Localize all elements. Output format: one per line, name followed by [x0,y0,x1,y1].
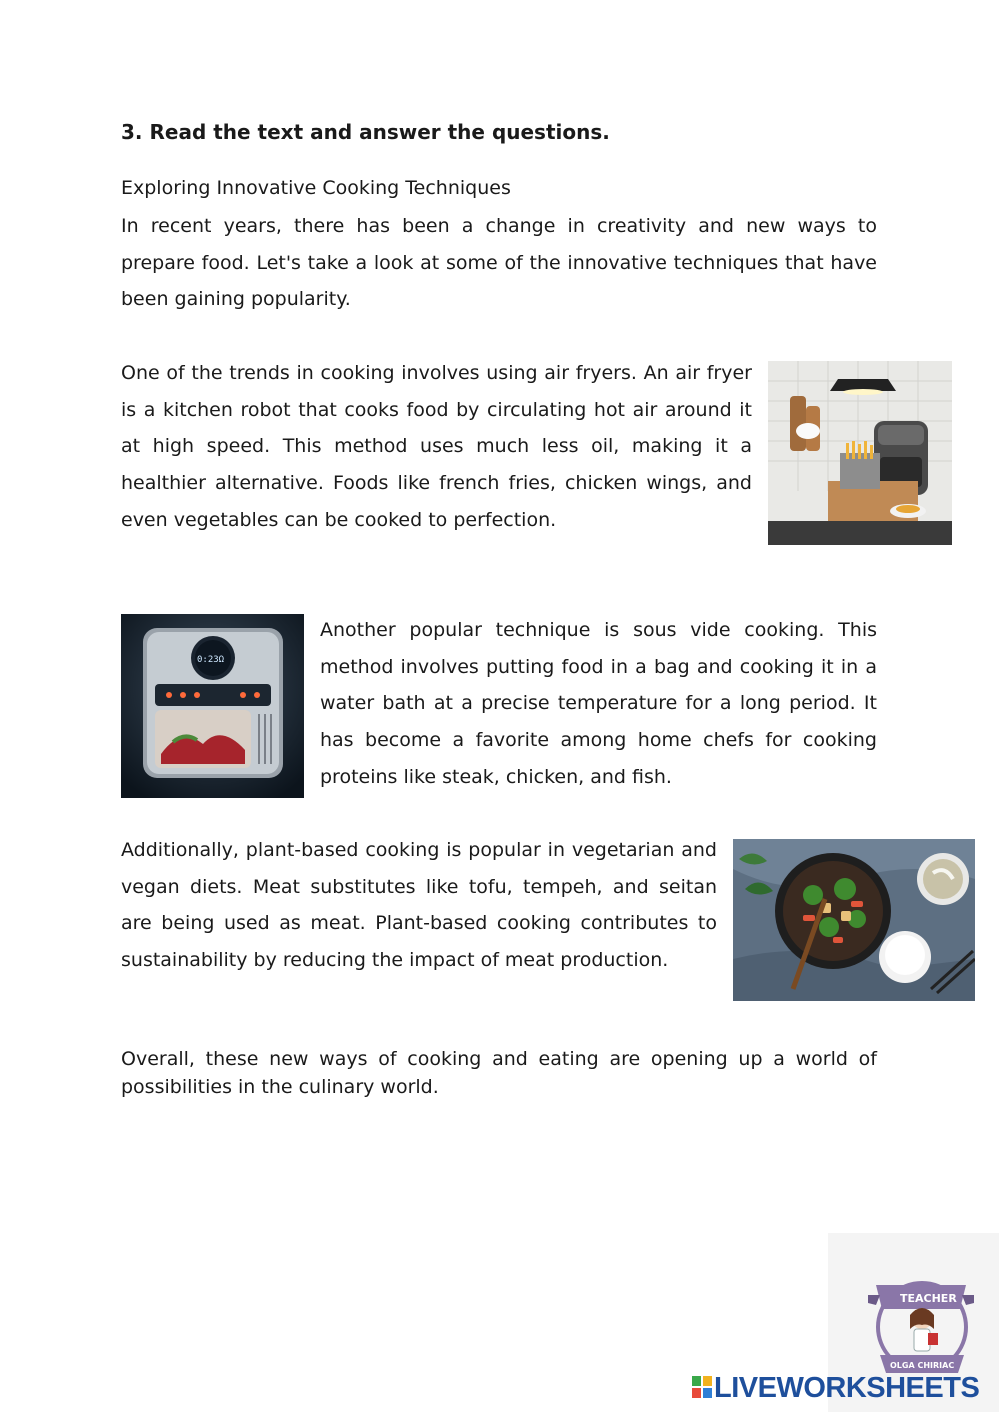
conclusion-paragraph: Overall, these new ways of cooking and eating are opening up a world of possibilities in the culinary world. [121,1048,877,1098]
teacher-badge-logo [866,1265,976,1380]
liveworksheets-mark-icon [692,1376,712,1398]
svg-text:OLGA CHIRIAC: OLGA CHIRIAC [890,1361,955,1370]
stir-fry-vegetables-photo [733,839,975,1001]
air-fryer-photo [768,361,952,545]
liveworksheets-logo[interactable]: LIVEWORKSHEETS [714,1372,980,1404]
article-title: Exploring Innovative Cooking Techniques [121,177,511,199]
intro-paragraph: In recent years, there has been a change in creativity and new ways to prepare food. Let's take a look at some of the innovative techniques that have been gaining popularity. [121,215,877,311]
plant-based-paragraph: Additionally, plant-based cooking is popular in vegetarian and vegan diets. Meat substitutes like tofu, tempeh, and seitan are being used as meat. Plant-based cooking contributes to sustainability by reducing the impact of meat production. [121,839,717,972]
exercise-heading: 3. Read the text and answer the questions. [121,120,610,144]
sous-vide-display: 0:23Ω [197,655,225,665]
sous-vide-machine-photo [121,614,304,798]
air-fryer-paragraph: One of the trends in cooking involves using air fryers. An air fryer is a kitchen robot that cooks food by circulating hot air around it at high speed. This method uses much less oil, making it a healthier alternative. Foods like french fries, chicken wings, and even vegetables can be cooked to perfection. [121,362,752,531]
sous-vide-paragraph: Another popular technique is sous vide cooking. This method involves putting food in a bag and cooking it in a water bath at a precise temperature for a long period. It has become a favorite among home chefs for cooking proteins like steak, chicken, and fish. [320,619,877,788]
svg-text:TEACHER: TEACHER [900,1292,957,1305]
